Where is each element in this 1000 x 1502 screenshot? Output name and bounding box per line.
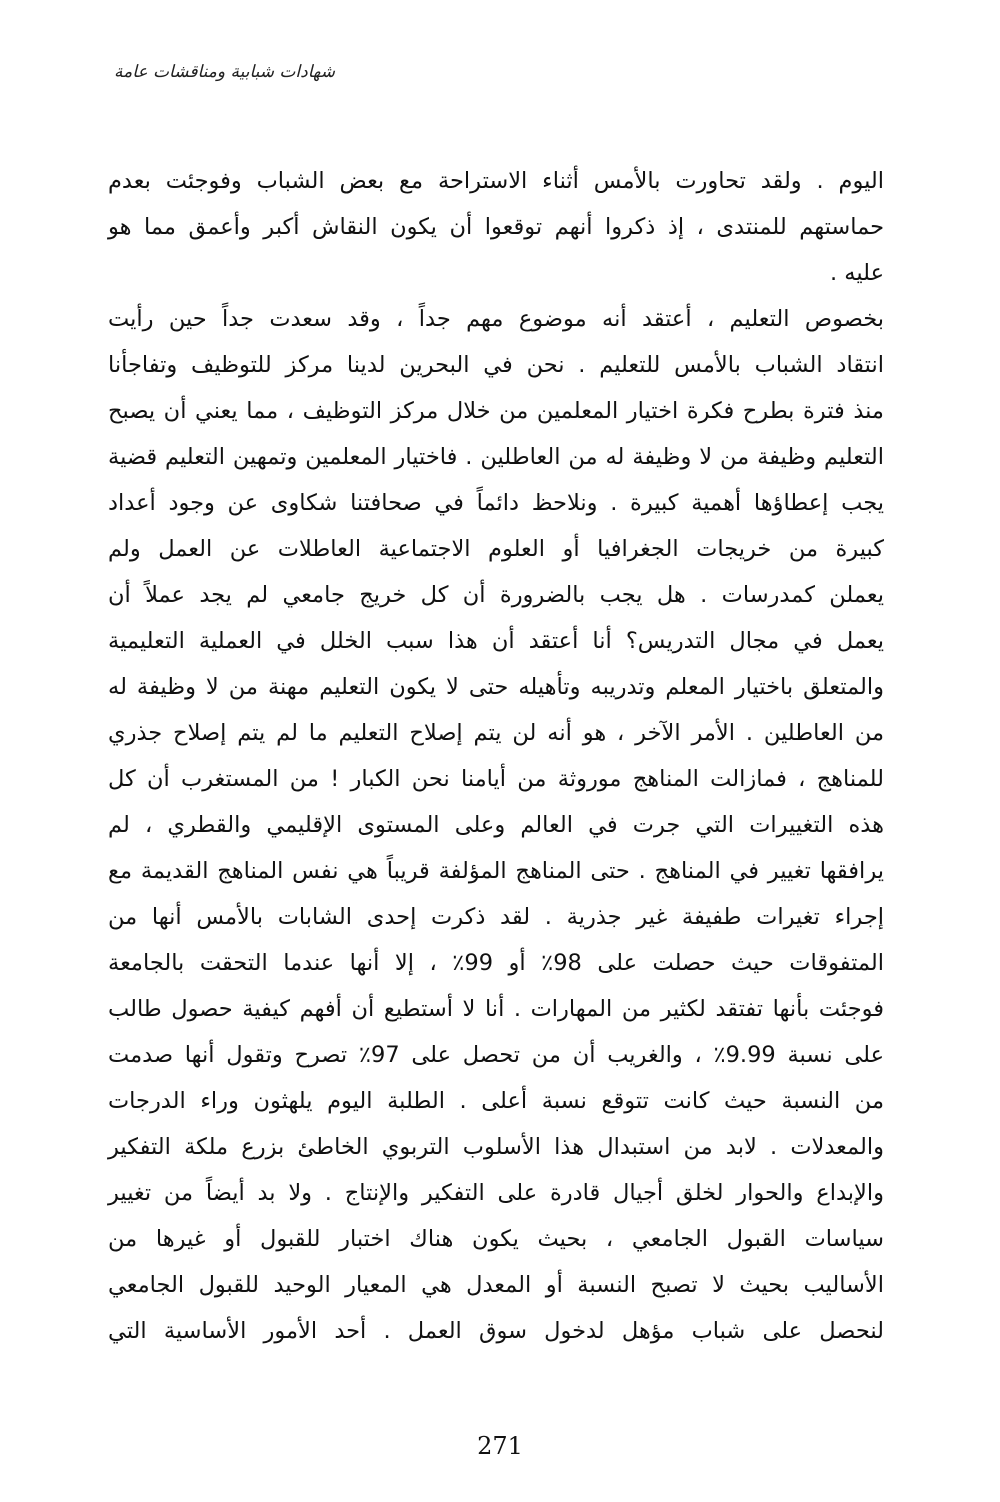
page-number: 271	[477, 1432, 523, 1460]
text-line: يرافقها تغيير في المناهج . حتى المناهج المؤلفة قريباً هي نفس المناهج القديمة مع	[108, 858, 884, 884]
text-line: عليه .	[829, 260, 884, 286]
body-text	[108, 158, 884, 1354]
text-line: من العاطلين . الأمر الآخر ، هو أنه لن يتم إصلاح التعليم ما لم يتم إصلاح جذري	[108, 720, 884, 746]
text-line: على نسبة 9.99٪ ، والغريب أن من تحصل على 97٪ تصرح وتقول أنها صدمت	[108, 1042, 884, 1068]
text-line: فوجئت بأنها تفتقد لكثير من المهارات . أنا لا أستطيع أن أفهم كيفية حصول طالب	[108, 996, 884, 1022]
text-line: للمناهج ، فمازالت المناهج موروثة من أيامنا نحن الكبار ! من المستغرب أن كل	[108, 766, 884, 792]
text-line: كبيرة من خريجات الجغرافيا أو العلوم الاجتماعية العاطلات عن العمل ولم	[108, 536, 884, 562]
text-line: منذ فترة بطرح فكرة اختيار المعلمين من خلال مركز التوظيف ، مما يعني أن يصبح	[108, 398, 884, 424]
text-line: إجراء تغيرات طفيفة غير جذرية . لقد ذكرت إحدى الشابات بالأمس أنها من	[108, 904, 884, 930]
paragraph-2	[108, 296, 884, 1354]
text-line: يعملن كمدرسات . هل يجب بالضرورة أن كل خريج جامعي لم يجد عملاً أن	[108, 582, 884, 608]
text-line: الأساليب بحيث لا تصبح النسبة أو المعدل هي المعيار الوحيد للقبول الجامعي	[108, 1272, 884, 1298]
text-line: لنحصل على شباب مؤهل لدخول سوق العمل . أحد الأمور الأساسية التي	[108, 1318, 884, 1344]
text-line: والمتعلق باختيار المعلم وتدريبه وتأهيله حتى لا يكون التعليم مهنة من لا وظيفة له	[108, 674, 884, 700]
text-line: حماستهم للمنتدى ، إذ ذكروا أنهم توقعوا أن يكون النقاش أكبر وأعمق مما هو	[108, 214, 884, 240]
text-line: هذه التغييرات التي جرت في العالم وعلى المستوى الإقليمي والقطري ، لم	[108, 812, 884, 838]
text-line: المتفوقات حيث حصلت على 98٪ أو 99٪ ، إلا أنها عندما التحقت بالجامعة	[108, 950, 884, 976]
text-line: يعمل في مجال التدريس؟ أنا أعتقد أن هذا سبب الخلل في العملية التعليمية	[108, 628, 884, 654]
running-header: شهادات شبابية ومناقشات عامة	[114, 62, 335, 82]
text-line: والإبداع والحوار لخلق أجيال قادرة على التفكير والإنتاج . ولا بد أيضاً من تغيير	[108, 1180, 884, 1206]
text-line: التعليم وظيفة من لا وظيفة له من العاطلين . فاختيار المعلمين وتمهين التعليم قضية	[108, 444, 884, 470]
text-line: من النسبة حيث كانت تتوقع نسبة أعلى . الطلبة اليوم يلهثون وراء الدرجات	[108, 1088, 884, 1114]
text-line: بخصوص التعليم ، أعتقد أنه موضوع مهم جداً ، وقد سعدت جداً حين رأيت	[108, 306, 884, 332]
text-line: يجب إعطاؤها أهمية كبيرة . ونلاحظ دائماً في صحافتنا شكاوى عن وجود أعداد	[108, 490, 884, 516]
paragraph-1	[108, 158, 884, 296]
text-line: اليوم . ولقد تحاورت بالأمس أثناء الاستراحة مع بعض الشباب وفوجئت بعدم	[108, 168, 884, 194]
text-line: سياسات القبول الجامعي ، بحيث يكون هناك اختبار للقبول أو غيرها من	[108, 1226, 884, 1252]
text-line: والمعدلات . لابد من استبدال هذا الأسلوب التربوي الخاطئ بزرع ملكة التفكير	[108, 1134, 884, 1160]
text-line: انتقاد الشباب بالأمس للتعليم . نحن في البحرين لدينا مركز للتوظيف وتفاجأنا	[108, 352, 884, 378]
